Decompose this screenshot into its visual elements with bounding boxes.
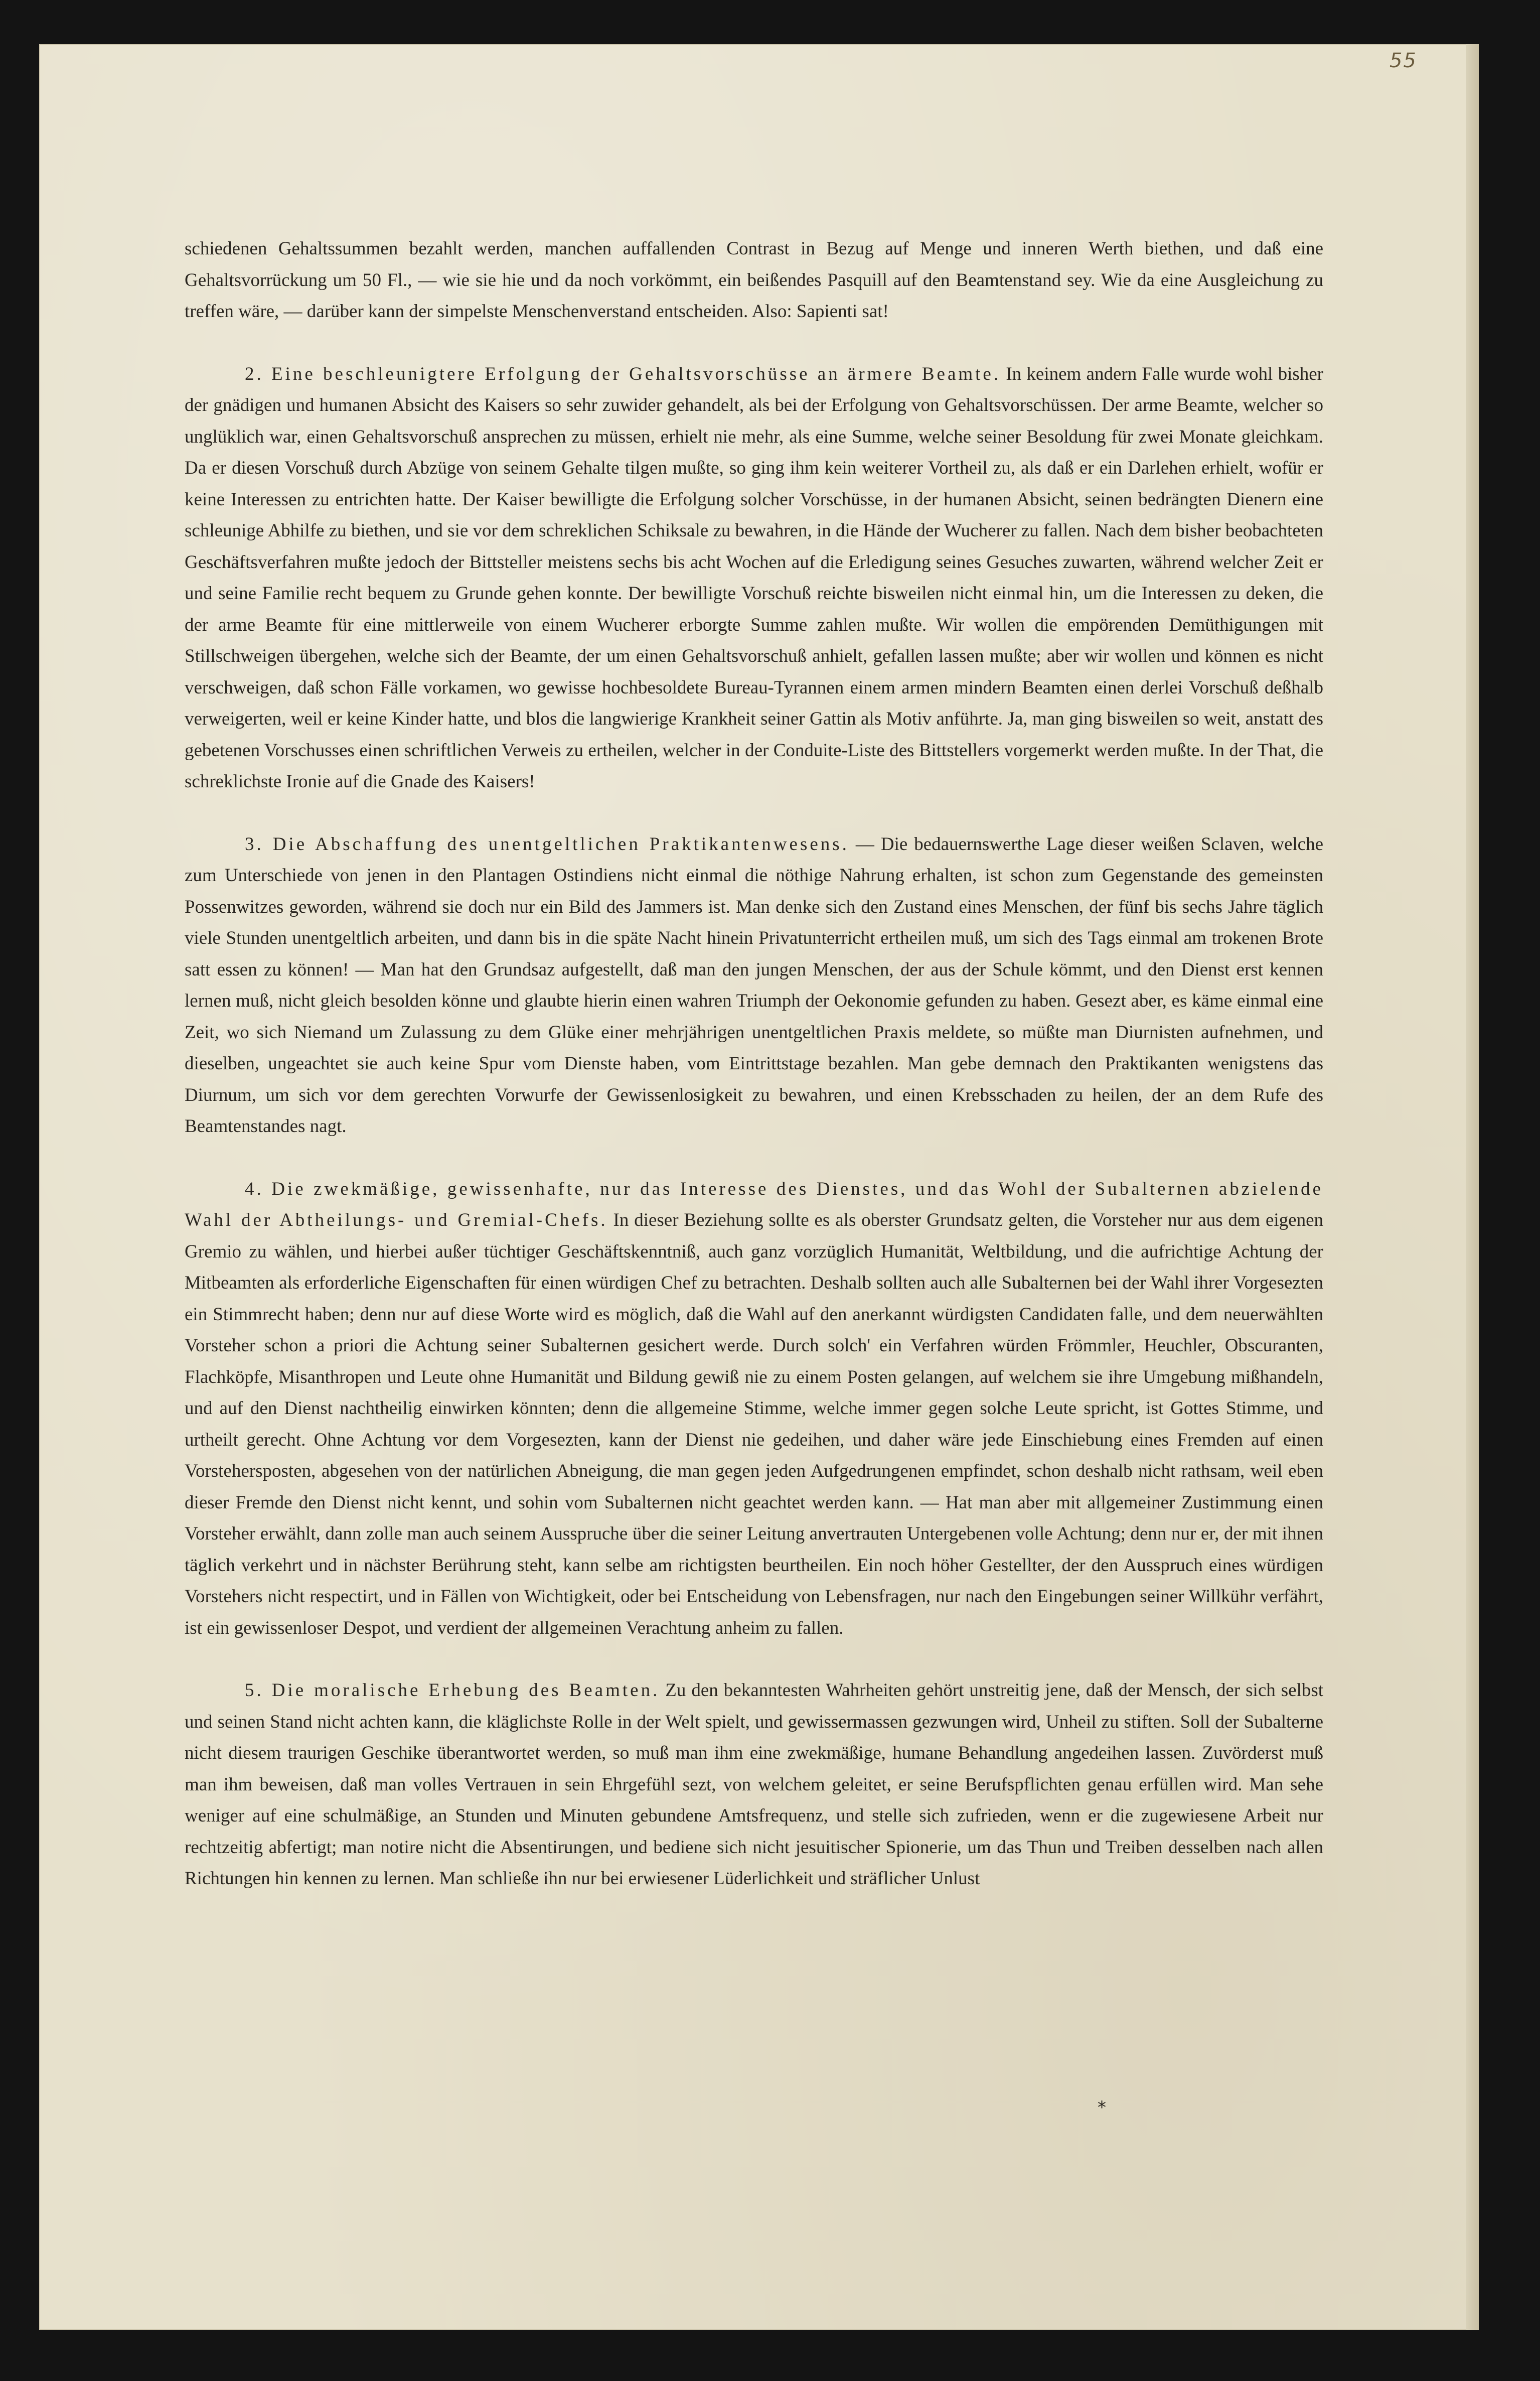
paragraph-gap (185, 1143, 1323, 1174)
paragraph-3-heading: 3. Die Abschaffung des unentgeltlichen Praktikantenwesens. (245, 833, 849, 855)
paragraph-1-text: schiedenen Gehaltssummen bezahlt werden, manchen auffallenden Contrast in Bezug auf Menge und inneren Werth biethen, und daß eine Gehaltsvorrückung um 50 Fl., — wie sie hie und da noch vorkömmt, ein beißendes Pasquill auf den Beamtenstand sey. Wie da eine Ausgleichung zu treffen wäre, — darüber kann der simpelste Menschenverstand entscheiden. Also: Sapienti sat! (185, 238, 1323, 322)
folio-number: 55 (1390, 49, 1417, 72)
paragraph-4-text: In dieser Beziehung sollte es als oberster Grundsatz gelten, die Vorsteher nur aus dem eigenen Gremio zu wählen, und hierbei außer tüchtiger Geschäftskenntniß, auch ganz vorzüglich Humanität, Weltbildung, und die aufrichtige Achtung der Mitbeamten als erforderliche Eigenschaften für einen würdigen Chef zu betrachten. Deshalb sollten auch alle Subalternen bei der Wahl ihrer Vorgesezten ein Stimmrecht haben; denn nur auf diese Worte wird es möglich, daß die Wahl auf den anerkannt würdigsten Candidaten falle, und dem neuerwählten Vorsteher schon a priori die Achtung seiner Subalternen gesichert werde. Durch solch' ein Verfahren würden Frömmler, Heuchler, Obscuranten, Flachköpfe, Misanthropen und Leute ohne Humanität und Bildung gewiß nie zu einem Posten gelangen, auf welchem sie ihre Umgebung mißhandeln, und auf den Dienst nachtheilig einwirken könnten; denn die allgemeine Stimme, welche immer gegen solche Leute spricht, ist Gottes Stimme, und urtheilt gerecht. Ohne Achtung vor dem Vorgesezten, kann der Dienst nie gedeihen, und daher wäre jede Einschiebung eines Fremden auf einen Vorstehersposten, abgesehen von der natürlichen Abneigung, die man gegen jeden Aufgedrungenen empfindet, schon deshalb nicht rathsam, weil eben dieser Fremde den Dienst nicht kennt, und sohin vom Subalternen nicht geachtet werden kann. — Hat man aber mit allgemeiner Zustimmung einen Vorsteher erwählt, dann zolle man auch seinem Ausspruche über die seiner Leitung anvertrauten Untergebenen volle Achtung; denn nur er, der mit ihnen täglich verkehrt und in nächster Berührung steht, kann selbe am richtigsten beurtheilen. Ein noch höher Gestellter, der den Ausspruch eines würdigen Vorstehers nicht respectirt, und in Fällen von Wichtigkeit, oder bei Entscheidung von Lebensfragen, nur nach den Eingebungen seiner Willkühr verfährt, ist ein gewissenloser Despot, und verdient der allgemeinen Verachtung anheim zu fallen. (185, 1210, 1323, 1638)
paragraph-2-heading: 2. Eine beschleunigtere Erfolgung der Gehaltsvorschüsse an ärmere Beamte. (245, 363, 1001, 384)
paragraph-2-text: In keinem andern Falle wurde wohl bisher der gnädigen und humanen Absicht des Kaisers so sehr zuwider gehandelt, als bei der Erfolgung von Gehaltsvorschüssen. Der arme Beamte, welcher so unglüklich war, einen Gehaltsvorschuß ansprechen zu müssen, erhielt nie mehr, als eine Summe, welche seiner Besoldung für zwei Monate gleichkam. Da er diesen Vorschuß durch Abzüge von seinem Gehalte tilgen mußte, so ging ihm kein weiterer Vortheil zu, als daß er ein Darlehen erhielt, wofür er keine Interessen zu entrichten hatte. Der Kaiser bewilligte die Erfolgung solcher Vorschüsse, in der humanen Absicht, seinen bedrängten Dienern eine schleunige Abhilfe zu biethen, und sie vor dem schreklichen Schiksale zu bewahren, in die Hände der Wucherer zu fallen. Nach dem bisher beobachteten Geschäftsverfahren mußte jedoch der Bittsteller meistens sechs bis acht Wochen auf die Erledigung seines Gesuches zuwarten, während welcher Zeit er und seine Familie recht bequem zu Grunde gehen konnte. Der bewilligte Vorschuß reichte bisweilen nicht einmal hin, um die Interessen zu deken, die der arme Beamte für eine mittlerweile von einem Wucherer erborgte Summe zahlen mußte. Wir wollen die empörenden Demüthigungen mit Stillschweigen übergehen, welche sich der Beamte, der um einen Gehaltsvorschuß anhielt, gefallen lassen mußte; aber wir wollen und können es nicht verschweigen, daß schon Fälle vorkamen, wo gewisse hochbesoldete Bureau-Tyrannen einem armen mindern Beamten einen derlei Vorschuß deßhalb verweigerten, weil er keine Kinder hatte, und blos die langwierige Krankheit seiner Gattin als Motiv anführte. Ja, man ging bisweilen so weit, anstatt des gebetenen Vorschusses einen schriftlichen Verweis zu ertheilen, welcher in der Conduite-Liste des Bittstellers vorgemerkt werden mußte. In der That, die schreklichste Ironie auf die Gnade des Kaisers! (185, 363, 1323, 792)
page-spine-edge (1466, 44, 1479, 2330)
paragraph-2 (185, 359, 1323, 798)
paragraph-5-text: Zu den bekanntesten Wahrheiten gehört unstreitig jene, daß der Mensch, der sich selbst und seinen Stand nicht achten kann, die kläglichste Rolle in der Welt spielt, und gewissermassen gezwungen wird, Unheil zu stiften. Soll der Subalterne nicht diesem traurigen Geschike überantwortet werden, so muß man ihm eine zwekmäßige, humane Behandlung angedeihen lassen. Zuvörderst muß man ihm beweisen, daß man volles Vertrauen in sein Ehrgefühl sezt, von welchem geleitet, er seine Berufspflichten genau erfüllen wird. Man sehe weniger auf eine schulmäßige, an Stunden und Minuten gebundene Amtsfrequenz, und stelle sich zufrieden, wenn er die zugewiesene Arbeit nur rechtzeitig abfertigt; man notire nicht die Absentirungen, und bediene sich nicht jesuitischer Spionerie, um das Thun und Treiben desselben nach allen Richtungen hin kennen zu lernen. Man schließe ihn nur bei erwiesener Lüderlichkeit und sträflicher Unlust (185, 1680, 1324, 1889)
paragraph-3 (185, 829, 1323, 1143)
body-text (185, 233, 1323, 1895)
paragraph-gap (185, 328, 1323, 359)
paragraph-1 (185, 233, 1323, 328)
signature-mark: * (1098, 2097, 1106, 2118)
paragraph-3-text: — Die bedauernswerthe Lage dieser weißen Sclaven, welche zum Unterschiede von jenen in den Plantagen Ostindiens nicht einmal die nöthige Nahrung erhalten, ist schon zum Gegenstande des gemeinsten Possenwitzes geworden, während sie doch nur ein Bild des Jammers ist. Man denke sich den Zustand eines Menschen, der fünf bis sechs Jahre täglich viele Stunden unentgeltlich arbeiten, und dann bis in die späte Nacht hinein Privatunterricht ertheilen muß, um sich des Tags einmal am trokenen Brote satt essen zu können! — Man hat den Grundsaz aufgestellt, daß man den jungen Menschen, der aus der Schule kömmt, und den Dienst erst kennen lernen muß, nicht gleich besolden könne und glaubte hierin einen wahren Triumph der Oekonomie gefunden zu haben. Gesezt aber, es käme einmal eine Zeit, wo sich Niemand um Zulassung zu dem Glüke einer mehrjährigen unentgeltlichen Praxis meldete, so müßte man Diurnisten aufnehmen, und dieselben, ungeachtet sie auch keine Spur vom Dienste haben, vom Eintrittstage bezahlen. Man gebe demnach den Praktikanten wenigstens das Diurnum, um sich vor dem gerechten Vorwurfe der Gewissenlosigkeit zu bewahren, und einen Krebsschaden zu heilen, der an dem Rufe des Beamtenstandes nagt. (185, 833, 1323, 1137)
paragraph-4-heading: 4. Die zwekmäßige, gewissenhafte, nur das Interesse des Dienstes, und das Wohl der Subalternen abzielende Wahl der Abtheilungs- und Gremial-Chefs. (185, 1178, 1323, 1230)
paragraph-gap (185, 1644, 1323, 1675)
paragraph-5 (185, 1675, 1323, 1895)
paragraph-5-heading: 5. Die moralische Erhebung des Beamten. (245, 1680, 660, 1701)
paragraph-4 (185, 1174, 1323, 1644)
paragraph-gap (185, 798, 1323, 829)
